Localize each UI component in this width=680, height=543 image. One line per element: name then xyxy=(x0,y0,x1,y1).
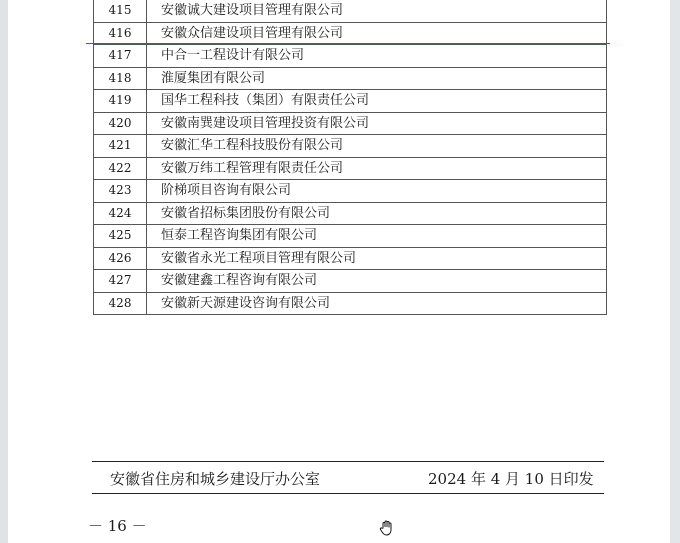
company-list-table xyxy=(93,0,607,315)
row-number: 416 xyxy=(94,22,147,45)
company-name: 恒泰工程咨询集团有限公司 xyxy=(147,225,607,248)
page-edge-right xyxy=(670,0,680,543)
table-row xyxy=(94,45,607,68)
company-name: 安徽汇华工程科技股份有限公司 xyxy=(147,135,607,158)
table-row xyxy=(94,90,607,113)
row-number: 417 xyxy=(94,45,147,68)
table-row xyxy=(94,0,607,22)
table-row xyxy=(94,157,607,180)
footer-rule-top xyxy=(92,461,604,462)
row-number: 424 xyxy=(94,202,147,225)
table-row xyxy=(94,135,607,158)
row-number: 428 xyxy=(94,292,147,315)
hand-cursor-icon xyxy=(378,519,396,537)
issuing-office: 安徽省住房和城乡建设厅办公室 xyxy=(110,470,321,488)
page-number: － 16 － xyxy=(88,517,147,535)
page-edge-left xyxy=(0,0,8,543)
row-number: 418 xyxy=(94,67,147,90)
table-row xyxy=(94,112,607,135)
issue-date: 2024 年 4 月 10 日印发 xyxy=(428,470,594,488)
company-name: 阶梯项目咨询有限公司 xyxy=(147,180,607,203)
company-name: 安徽万纬工程管理有限责任公司 xyxy=(147,157,607,180)
table-row xyxy=(94,67,607,90)
row-number: 427 xyxy=(94,270,147,293)
table-row xyxy=(94,202,607,225)
company-name: 安徽新天源建设咨询有限公司 xyxy=(147,292,607,315)
table-row xyxy=(94,225,607,248)
row-number: 422 xyxy=(94,157,147,180)
company-name: 安徽建鑫工程咨询有限公司 xyxy=(147,270,607,293)
row-number: 420 xyxy=(94,112,147,135)
row-number: 419 xyxy=(94,90,147,113)
table-row xyxy=(94,247,607,270)
footer-rule-bottom xyxy=(92,493,604,494)
table-row xyxy=(94,22,607,45)
company-name: 安徽省招标集团股份有限公司 xyxy=(147,202,607,225)
company-name: 安徽诚大建设项目管理有限公司 xyxy=(147,0,607,22)
row-number: 425 xyxy=(94,225,147,248)
company-name: 安徽南巽建设项目管理投资有限公司 xyxy=(147,112,607,135)
company-name: 淮厦集团有限公司 xyxy=(147,67,607,90)
company-name: 国华工程科技（集团）有限责任公司 xyxy=(147,90,607,113)
company-name: 中合一工程设计有限公司 xyxy=(147,45,607,68)
company-name: 安徽众信建设项目管理有限公司 xyxy=(147,22,607,45)
highlight-underline xyxy=(86,43,610,44)
row-number: 421 xyxy=(94,135,147,158)
row-number: 426 xyxy=(94,247,147,270)
row-number: 423 xyxy=(94,180,147,203)
table-row xyxy=(94,270,607,293)
row-number: 415 xyxy=(94,0,147,22)
table-row xyxy=(94,292,607,315)
company-name: 安徽省永光工程项目管理有限公司 xyxy=(147,247,607,270)
table-row xyxy=(94,180,607,203)
